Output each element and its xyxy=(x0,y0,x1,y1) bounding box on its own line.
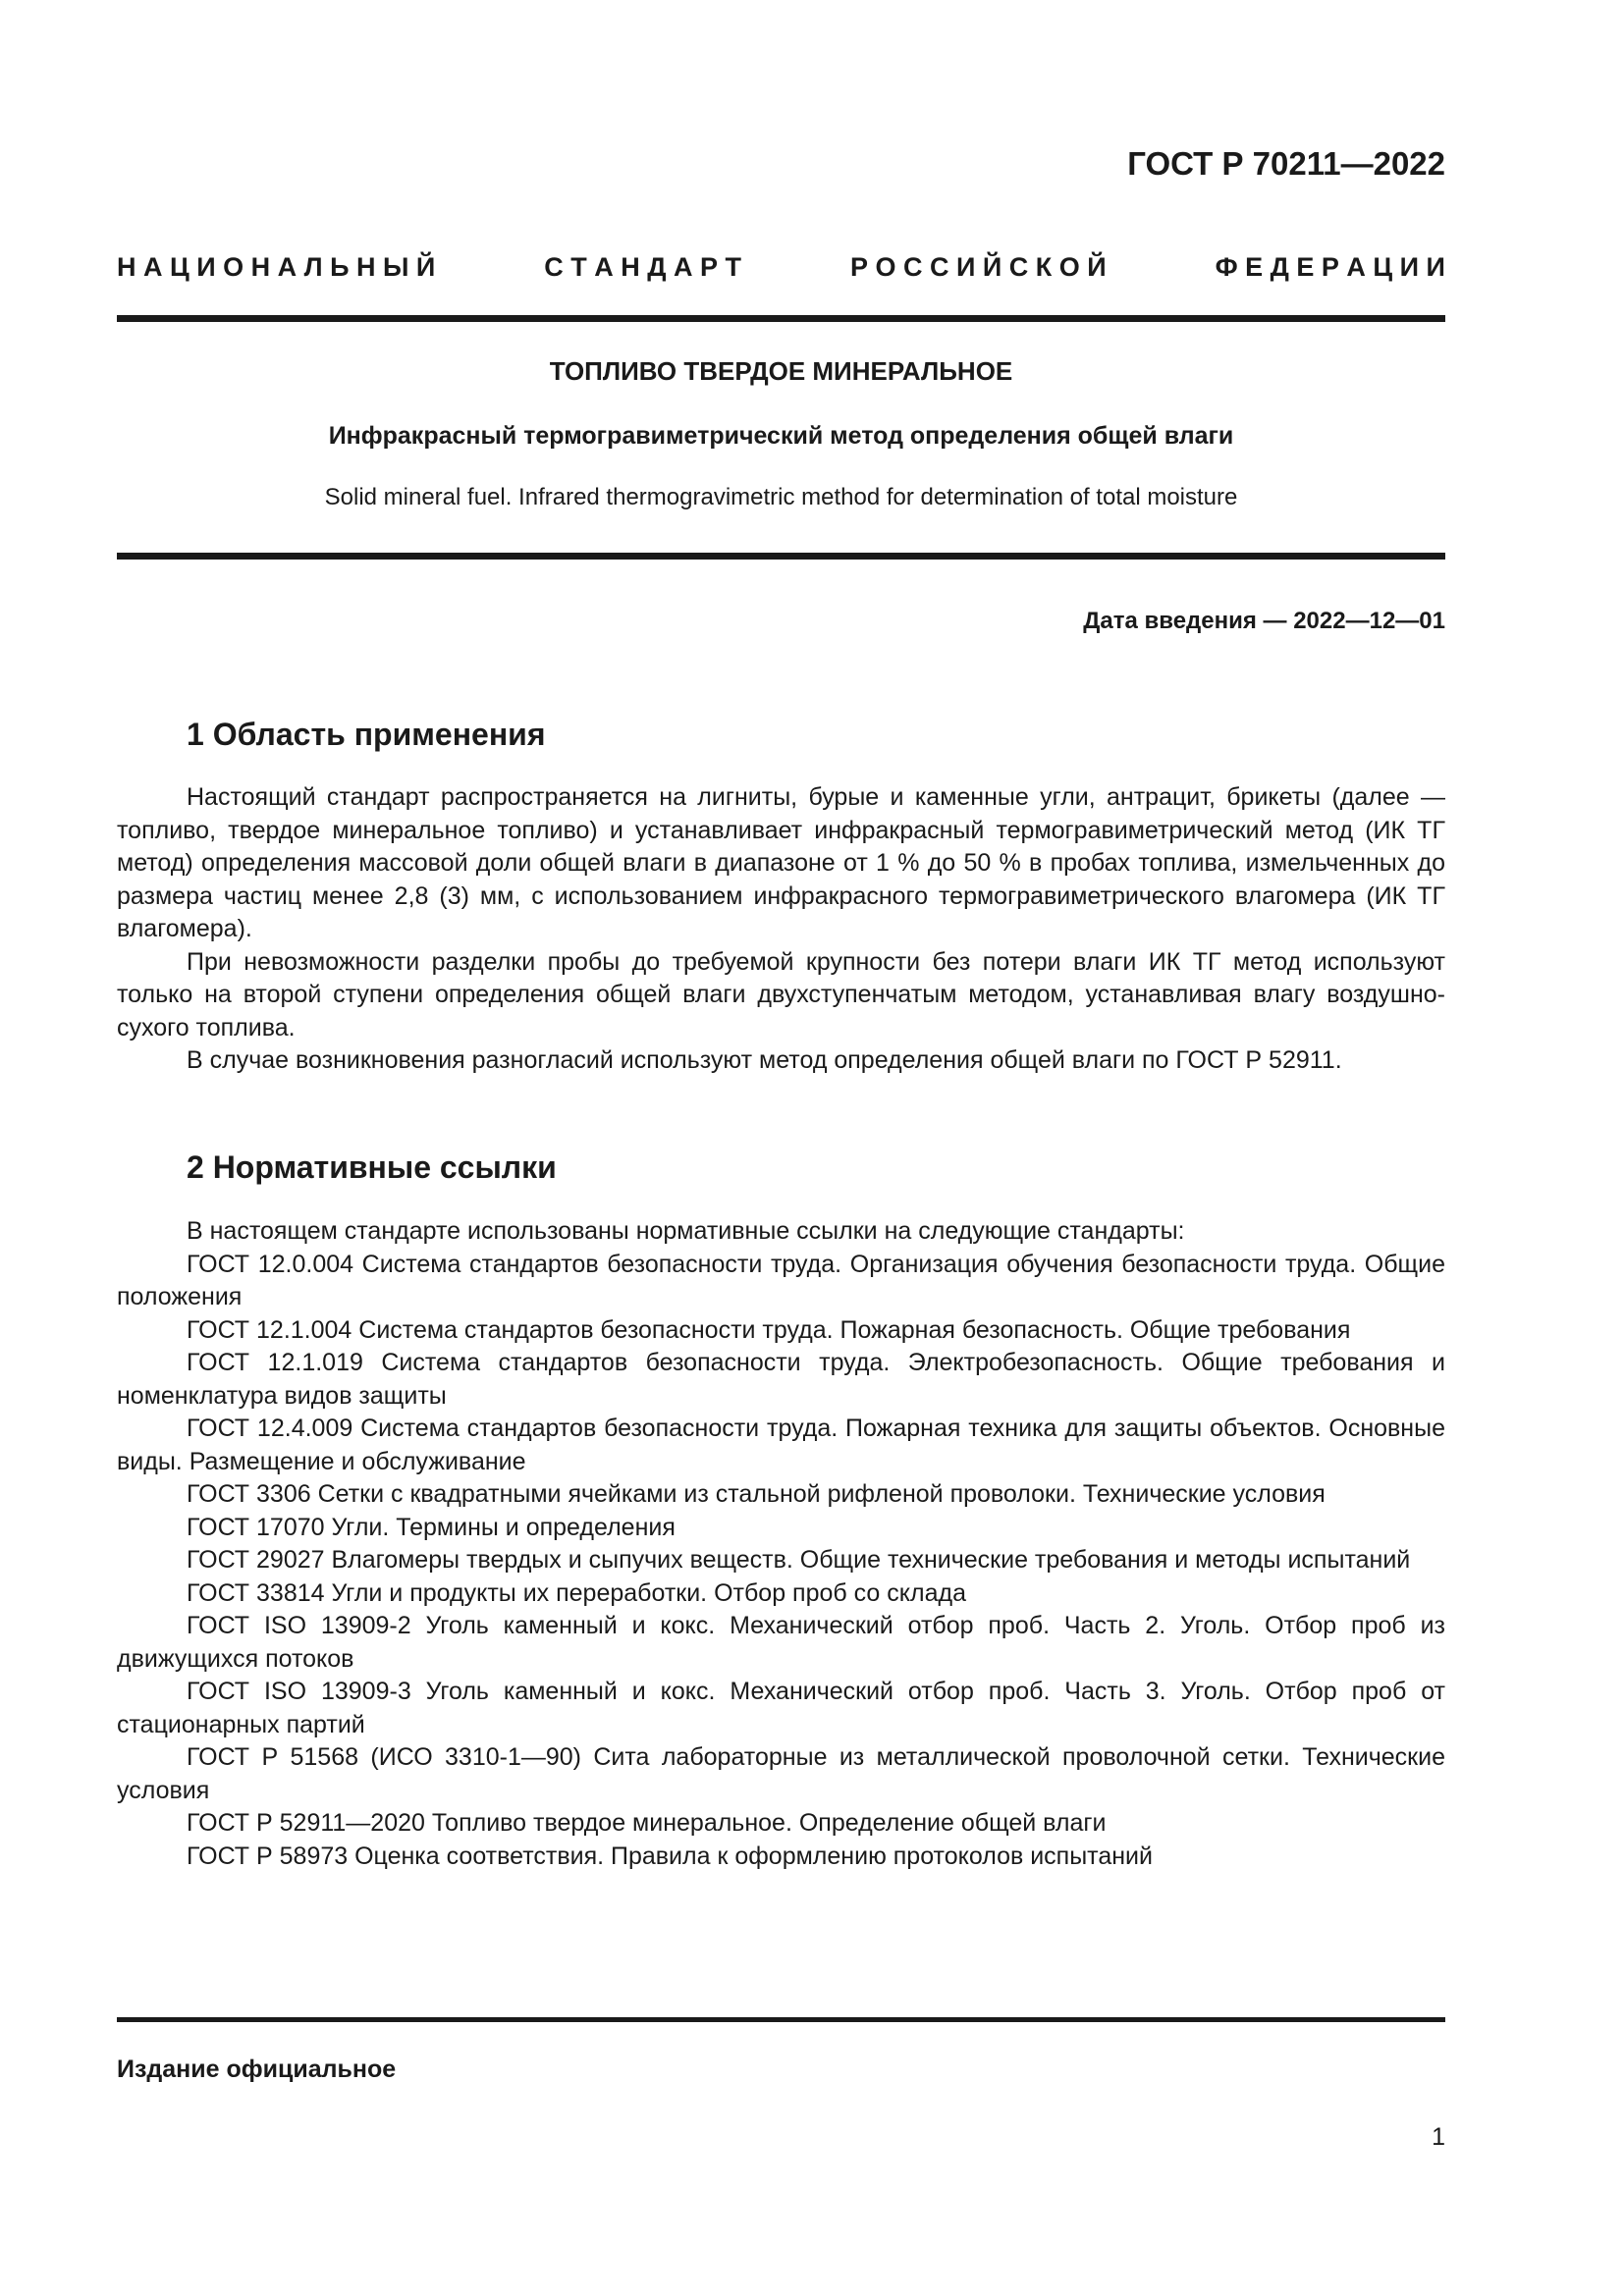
normative-reference: ГОСТ ISO 13909-2 Уголь каменный и кокс. Механический отбор проб. Часть 2. Уголь. Отбор проб из движущихся потоков xyxy=(117,1612,1445,1673)
section-1-paragraph: В случае возникновения разногласий используют метод определения общей влаги по ГОСТ Р 52911. xyxy=(187,1046,1342,1074)
footer-divider xyxy=(117,2017,1445,2022)
top-divider xyxy=(117,315,1445,322)
banner-word: С Т А Н Д А Р Т xyxy=(544,252,742,282)
national-standard-banner xyxy=(117,252,1445,283)
normative-reference: ГОСТ 12.1.004 Система стандартов безопасности труда. Пожарная безопасность. Общие требования xyxy=(187,1315,1351,1344)
normative-reference: ГОСТ Р 51568 (ИСО 3310-1—90) Сита лабораторные из металлической проволочной сетки. Технические условия xyxy=(117,1743,1445,1804)
banner-word: Р О С С И Й С К О Й xyxy=(849,252,1107,282)
normative-reference: ГОСТ 12.0.004 Система стандартов безопасности труда. Организация обучения безопасности труда. Общие положения xyxy=(117,1250,1445,1310)
english-title: Solid mineral fuel. Infrared thermogravimetric method for determination of total moisture xyxy=(324,484,1238,510)
normative-reference: ГОСТ 33814 Угли и продукты их переработки. Отбор проб со склада xyxy=(187,1578,966,1607)
document-code: ГОСТ Р 70211—2022 xyxy=(1127,145,1445,182)
normative-reference: ГОСТ 12.4.009 Система стандартов безопасности труда. Пожарная техника для защиты объектов. Основные виды. Размещение и обслуживание xyxy=(117,1415,1445,1475)
document-title: ТОПЛИВО ТВЕРДОЕ МИНЕРАЛЬНОЕ xyxy=(549,356,1013,386)
banner-word: Ф Е Д Е Р А Ц И И xyxy=(1215,252,1445,282)
normative-reference: ГОСТ 29027 Влагомеры твердых и сыпучих веществ. Общие технические требования и методы испытаний xyxy=(187,1546,1411,1574)
page-number: 1 xyxy=(1432,2123,1445,2151)
section-1-body xyxy=(117,781,1445,1078)
normative-reference: ГОСТ Р 52911—2020 Топливо твердое минеральное. Определение общей влаги xyxy=(187,1809,1107,1837)
normative-reference: ГОСТ 3306 Сетки с квадратными ячейками из стальной рифленой проволоки. Технические условия xyxy=(187,1480,1326,1508)
normative-reference: ГОСТ Р 58973 Оценка соответствия. Правила к оформлению протоколов испытаний xyxy=(187,1842,1153,1870)
banner-word: Н А Ц И О Н А Л Ь Н Ы Й xyxy=(117,252,436,282)
section-2-heading: 2 Нормативные ссылки xyxy=(187,1149,557,1185)
normative-reference: ГОСТ ISO 13909-3 Уголь каменный и кокс. Механический отбор проб. Часть 3. Уголь. Отбор проб от стационарных партий xyxy=(117,1678,1445,1738)
section-1-heading: 1 Область применения xyxy=(187,717,546,752)
section-2-intro: В настоящем стандарте использованы нормативные ссылки на следующие стандарты: xyxy=(187,1217,1185,1245)
normative-reference: ГОСТ 12.1.019 Система стандартов безопасности труда. Электробезопасность. Общие требования и номенклатура видов защиты xyxy=(117,1349,1445,1410)
title-divider xyxy=(117,553,1445,560)
official-edition-label: Издание официальное xyxy=(117,2056,397,2083)
section-1-paragraph: При невозможности разделки пробы до требуемой крупности без потери влаги ИК ТГ метод используют только на второй ступени определения общей влаги двухступенчатым методом, устанавливая влагу воздушно-сухого топлива. xyxy=(117,947,1445,1041)
document-subtitle: Инфракрасный термогравиметрический метод определения общей влаги xyxy=(328,422,1234,450)
introduction-date: Дата введения — 2022—12—01 xyxy=(1083,608,1445,634)
section-2-body xyxy=(117,1215,1445,1873)
normative-reference: ГОСТ 17070 Угли. Термины и определения xyxy=(187,1513,676,1541)
section-1-paragraph: Настоящий стандарт распространяется на лигниты, бурые и каменные угли, антрацит, брикеты (далее — топливо, твердое минеральное топливо) и устанавливает инфракрасный термогравиметрический метод (ИК ТГ метод) определения массовой доли общей влаги в диапазоне от 1 % до 50 % в пробах топлива, измельченных до размера частиц менее 2,8 (3) мм, с использованием инфракрасного термогравиметрического влагомера (ИК ТГ влагомера). xyxy=(117,783,1445,942)
